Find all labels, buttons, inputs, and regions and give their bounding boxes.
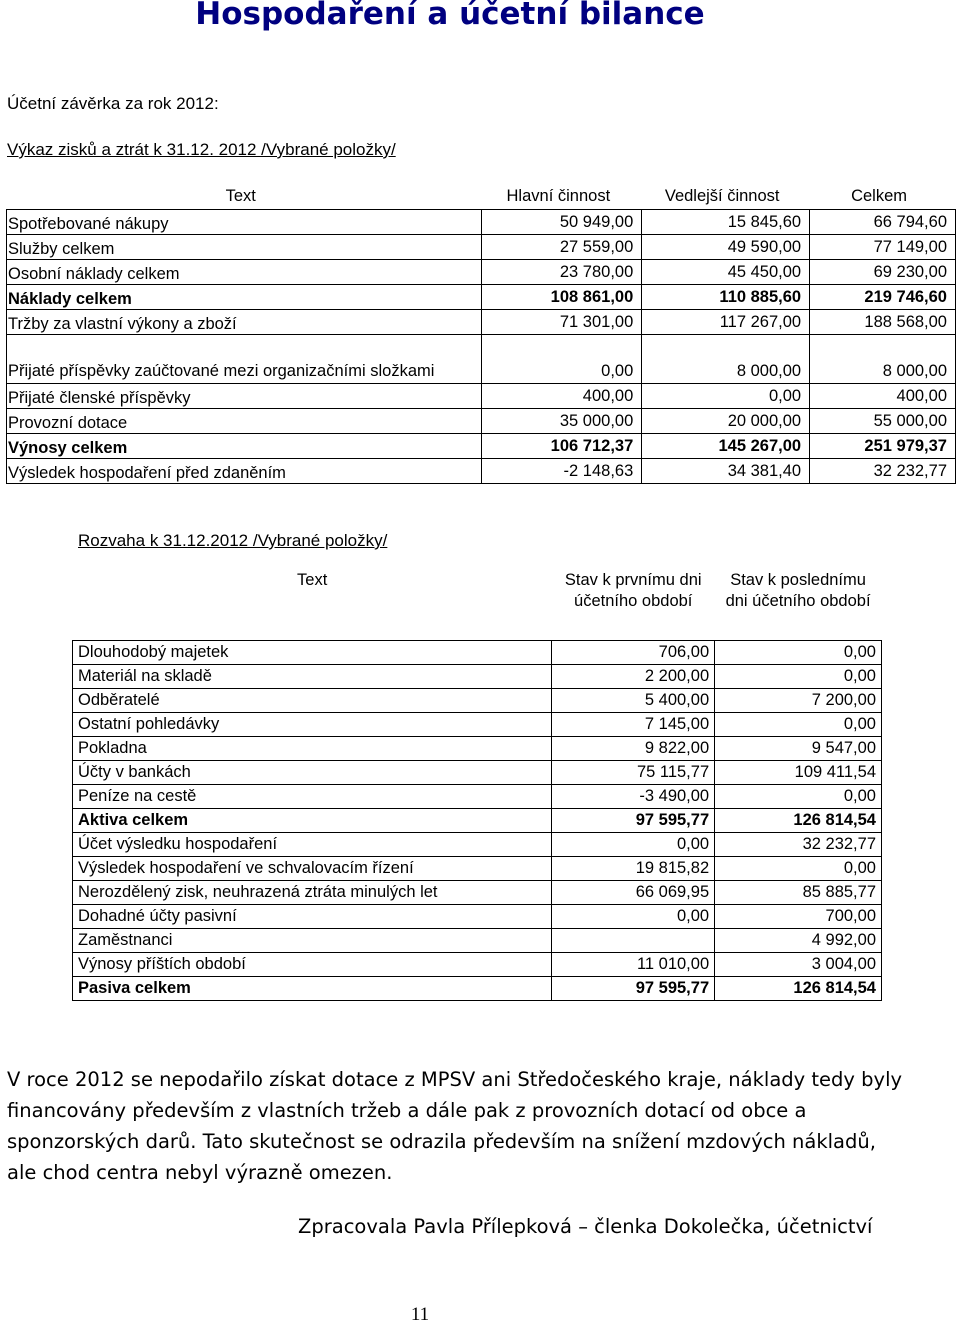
- column-header: Vedlejší činnost: [664, 186, 780, 205]
- table-row: [7, 335, 956, 384]
- table-row: [7, 409, 956, 434]
- table-row: [73, 641, 882, 665]
- table-row: [73, 809, 882, 833]
- total-value: 251 979,37: [810, 434, 956, 459]
- page-number: 11: [410, 1304, 430, 1325]
- row-label: Ostatní pohledávky: [73, 713, 552, 737]
- table-row: [7, 235, 956, 260]
- row-label: Účty v bankách: [73, 761, 552, 785]
- start-balance-value: 97 595,77: [552, 809, 715, 833]
- row-label: Pokladna: [73, 737, 552, 761]
- end-balance-value: 32 232,77: [715, 833, 882, 857]
- row-label: Nerozdělený zisk, neuhrazená ztráta minulých let: [73, 881, 552, 905]
- table-header-row: [7, 183, 956, 210]
- total-value: 32 232,77: [810, 459, 956, 484]
- table-row: [73, 713, 882, 737]
- closing-line: Účetní závěrka za rok 2012:: [7, 94, 219, 113]
- side-activity-value: 8 000,00: [642, 335, 810, 384]
- end-balance-value: 9 547,00: [715, 737, 882, 761]
- main-activity-value: -2 148,63: [482, 459, 642, 484]
- page-title: Hospodaření a účetní bilance: [195, 0, 705, 32]
- row-label: Pasiva celkem: [73, 977, 552, 1001]
- side-activity-value: 45 450,00: [642, 260, 810, 285]
- total-value: 8 000,00: [810, 335, 956, 384]
- row-label: Peníze na cestě: [73, 785, 552, 809]
- total-value: 55 000,00: [810, 409, 956, 434]
- total-value: 66 794,60: [810, 210, 956, 235]
- table-row: [73, 665, 882, 689]
- side-activity-value: 0,00: [642, 384, 810, 409]
- row-label: Odběratelé: [73, 689, 552, 713]
- table-row: [73, 929, 882, 953]
- table-row: [73, 881, 882, 905]
- row-label: Aktiva celkem: [73, 809, 552, 833]
- start-balance-value: 0,00: [552, 905, 715, 929]
- summary-paragraph: V roce 2012 se nepodařilo získat dotace z MPSV ani Středočeského kraje, náklady tedy byly financovány především z vlastních tržeb a dále pak z provozních dotací od obce a sponzorských darů. Tato skutečnost se odrazila především na snížení mzdových nákladů, ale chod centra nebyl výrazně omezen.: [7, 1068, 903, 1184]
- column-header: Hlavní činnost: [506, 186, 611, 205]
- start-balance-value: 706,00: [552, 641, 715, 665]
- end-balance-value: 0,00: [715, 857, 882, 881]
- start-balance-value: 75 115,77: [552, 761, 715, 785]
- end-balance-value: 3 004,00: [715, 953, 882, 977]
- table-row: [73, 977, 882, 1001]
- main-activity-value: 23 780,00: [482, 260, 642, 285]
- row-label: Dlouhodobý majetek: [73, 641, 552, 665]
- end-balance-value: 0,00: [715, 665, 882, 689]
- main-activity-value: 71 301,00: [482, 310, 642, 335]
- start-balance-value: 2 200,00: [552, 665, 715, 689]
- row-label: Přijaté členské příspěvky: [7, 384, 482, 409]
- column-header: Celkem: [851, 186, 908, 205]
- side-activity-value: 145 267,00: [642, 434, 810, 459]
- table-row: [73, 833, 882, 857]
- start-balance-value: 0,00: [552, 833, 715, 857]
- row-label: Výsledek hospodaření před zdaněním: [7, 459, 482, 484]
- table-row: [7, 434, 956, 459]
- start-balance-value: [552, 929, 715, 953]
- balance-sheet-table: [72, 570, 882, 1001]
- table-row: [73, 689, 882, 713]
- column-header: Text: [297, 571, 328, 589]
- table-row: [7, 210, 956, 235]
- row-label: Přijaté příspěvky zaúčtované mezi organizačními složkami: [7, 335, 482, 384]
- side-activity-value: 110 885,60: [642, 285, 810, 310]
- total-value: 69 230,00: [810, 260, 956, 285]
- column-header: Text: [225, 186, 256, 205]
- total-value: 188 568,00: [810, 310, 956, 335]
- end-balance-value: 4 992,00: [715, 929, 882, 953]
- main-activity-value: 106 712,37: [482, 434, 642, 459]
- table-row: [73, 857, 882, 881]
- main-activity-value: 27 559,00: [482, 235, 642, 260]
- row-label: Osobní náklady celkem: [7, 260, 482, 285]
- row-label: Dohadné účty pasivní: [73, 905, 552, 929]
- start-balance-value: 19 815,82: [552, 857, 715, 881]
- table-header-row: [73, 570, 882, 641]
- main-activity-value: 108 861,00: [482, 285, 642, 310]
- end-balance-value: 126 814,54: [715, 977, 882, 1001]
- row-label: Služby celkem: [7, 235, 482, 260]
- table-row: [73, 953, 882, 977]
- column-header: Stav k prvnímu dni účetního období: [564, 571, 702, 610]
- table-row: [7, 260, 956, 285]
- row-label: Výnosy příštích období: [73, 953, 552, 977]
- side-activity-value: 15 845,60: [642, 210, 810, 235]
- total-value: 77 149,00: [810, 235, 956, 260]
- table-row: [73, 761, 882, 785]
- row-label: Výsledek hospodaření ve schvalovacím řízení: [73, 857, 552, 881]
- balance-heading: Rozvaha k 31.12.2012 /Vybrané položky/: [78, 531, 388, 550]
- table-row: [7, 285, 956, 310]
- table-row: [73, 737, 882, 761]
- pnl-heading: Výkaz zisků a ztrát k 31.12. 2012 /Vybrané položky/: [7, 140, 396, 159]
- end-balance-value: 700,00: [715, 905, 882, 929]
- start-balance-value: -3 490,00: [552, 785, 715, 809]
- main-activity-value: 35 000,00: [482, 409, 642, 434]
- end-balance-value: 109 411,54: [715, 761, 882, 785]
- end-balance-value: 126 814,54: [715, 809, 882, 833]
- end-balance-value: 0,00: [715, 785, 882, 809]
- start-balance-value: 9 822,00: [552, 737, 715, 761]
- side-activity-value: 117 267,00: [642, 310, 810, 335]
- start-balance-value: 5 400,00: [552, 689, 715, 713]
- end-balance-value: 0,00: [715, 641, 882, 665]
- row-label: Výnosy celkem: [7, 434, 482, 459]
- table-row: [7, 384, 956, 409]
- row-label: Zaměstnanci: [73, 929, 552, 953]
- start-balance-value: 66 069,95: [552, 881, 715, 905]
- main-activity-value: 400,00: [482, 384, 642, 409]
- table-row: [7, 310, 956, 335]
- side-activity-value: 49 590,00: [642, 235, 810, 260]
- table-row: [73, 905, 882, 929]
- end-balance-value: 85 885,77: [715, 881, 882, 905]
- row-label: Náklady celkem: [7, 285, 482, 310]
- table-row: [7, 459, 956, 484]
- profit-loss-table: [6, 183, 956, 484]
- row-label: Účet výsledku hospodaření: [73, 833, 552, 857]
- row-label: Materiál na skladě: [73, 665, 552, 689]
- total-value: 219 746,60: [810, 285, 956, 310]
- end-balance-value: 0,00: [715, 713, 882, 737]
- table-row: [73, 785, 882, 809]
- end-balance-value: 7 200,00: [715, 689, 882, 713]
- row-label: Provozní dotace: [7, 409, 482, 434]
- side-activity-value: 34 381,40: [642, 459, 810, 484]
- start-balance-value: 97 595,77: [552, 977, 715, 1001]
- main-activity-value: 50 949,00: [482, 210, 642, 235]
- main-activity-value: 0,00: [482, 335, 642, 384]
- row-label: Spotřebované nákupy: [7, 210, 482, 235]
- start-balance-value: 11 010,00: [552, 953, 715, 977]
- side-activity-value: 20 000,00: [642, 409, 810, 434]
- start-balance-value: 7 145,00: [552, 713, 715, 737]
- column-header: Stav k poslednímu dni účetního období: [725, 571, 871, 610]
- signature: Zpracovala Pavla Přílepková – členka Dokolečka, účetnictví: [298, 1215, 873, 1238]
- row-label: Tržby za vlastní výkony a zboží: [7, 310, 482, 335]
- total-value: 400,00: [810, 384, 956, 409]
